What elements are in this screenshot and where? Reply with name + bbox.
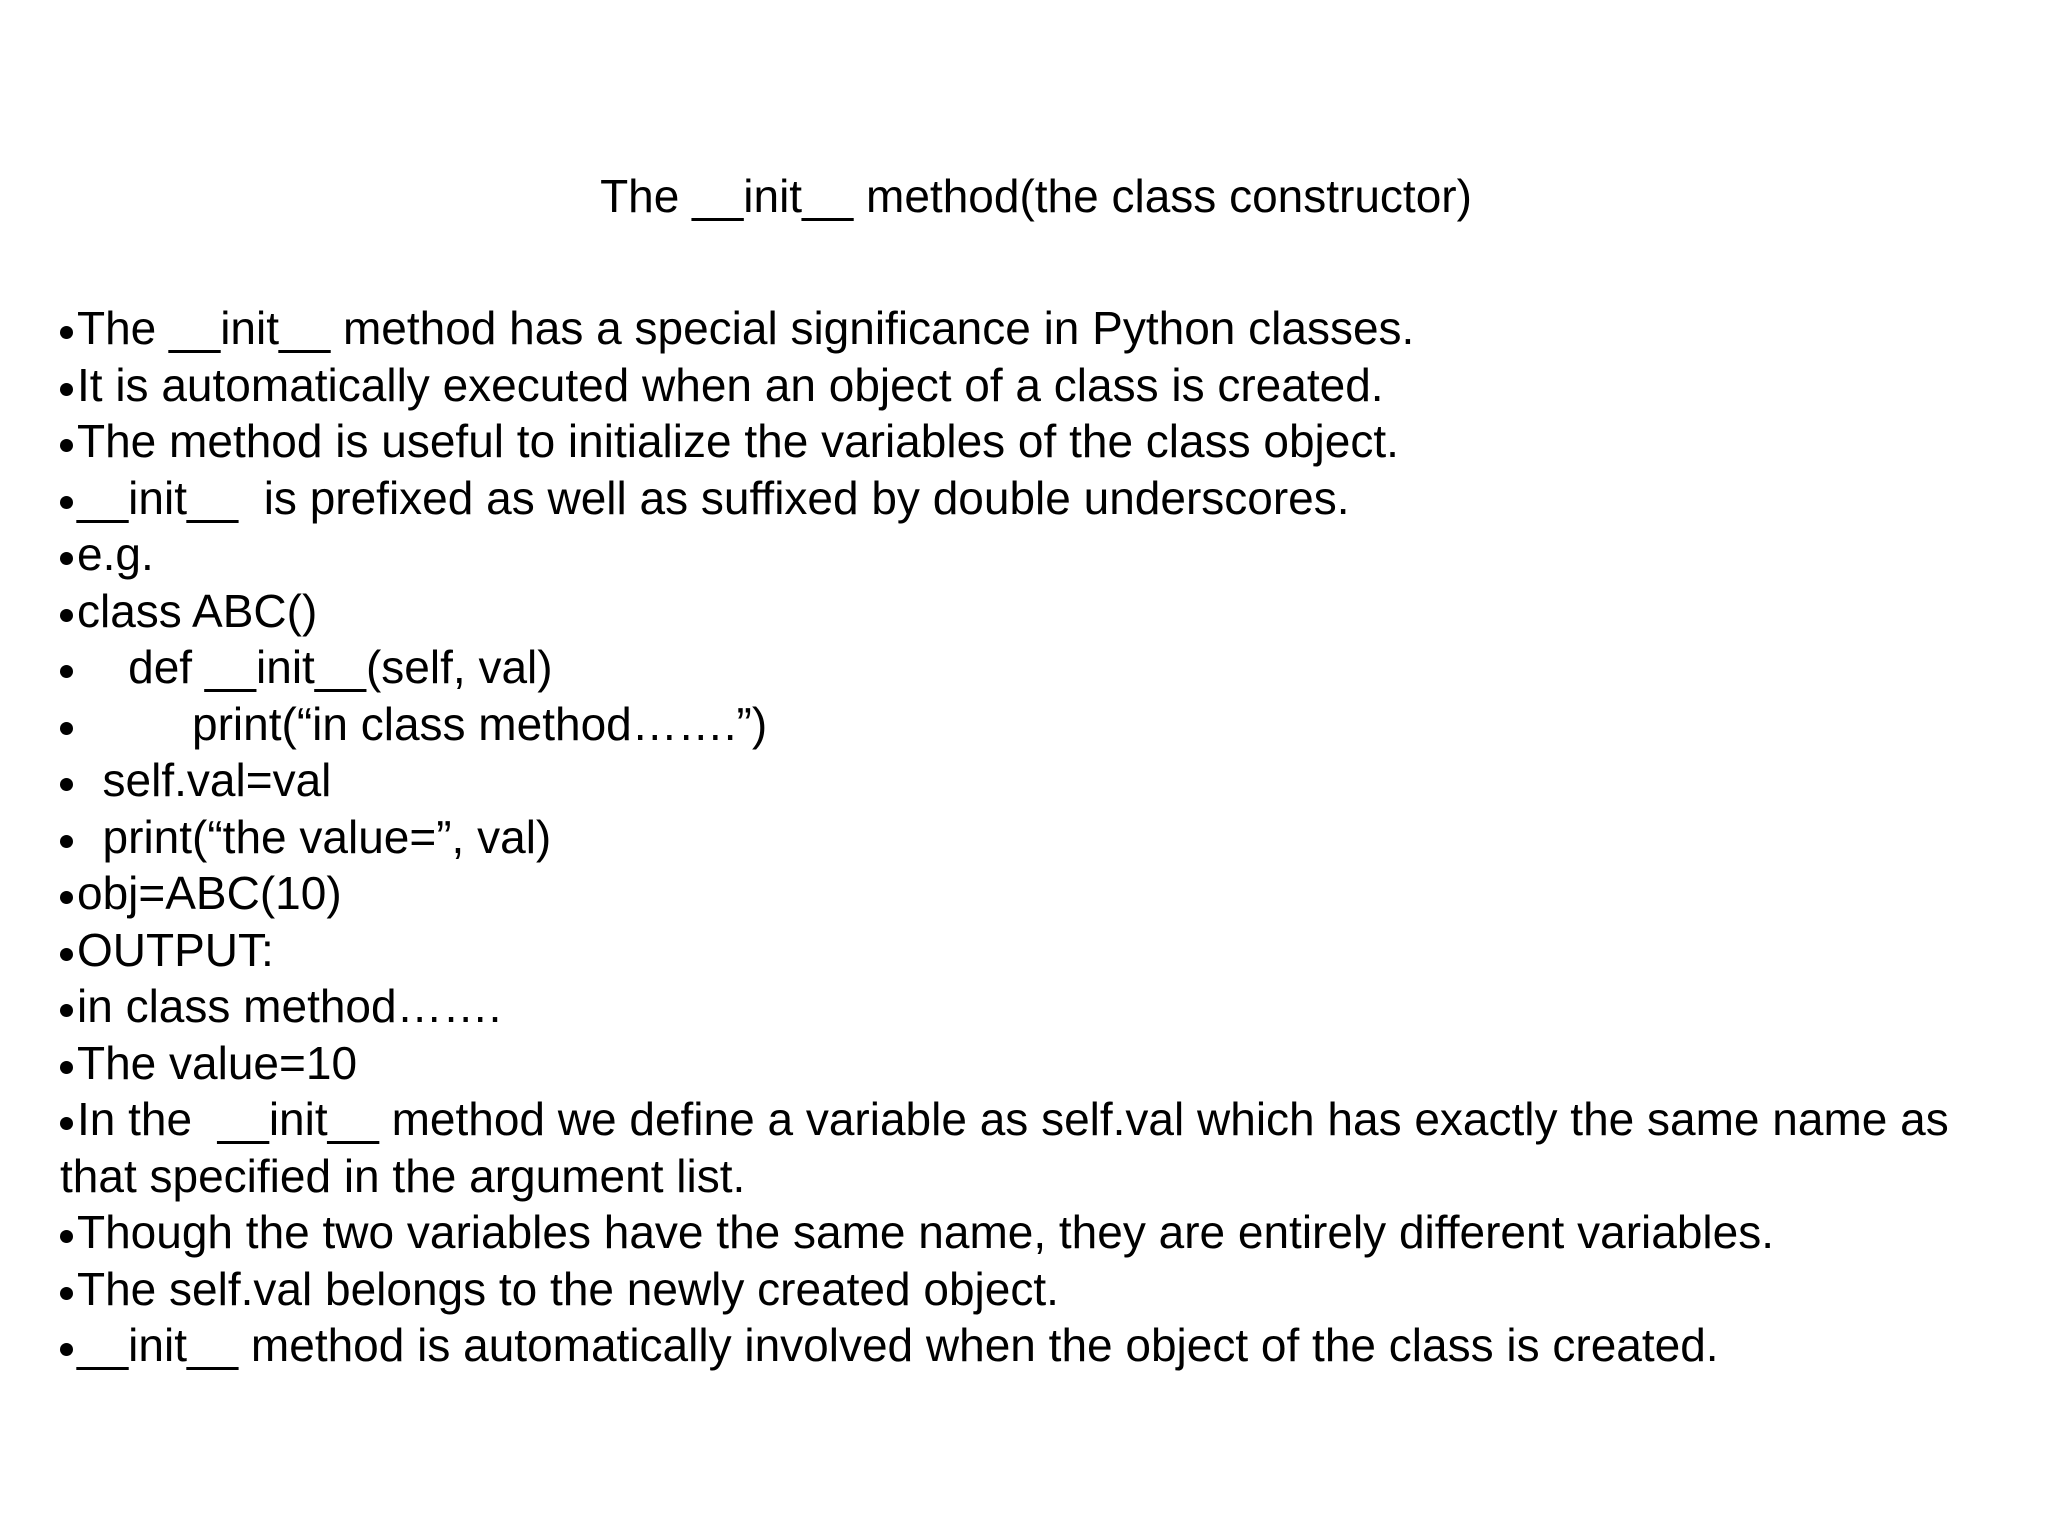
bullet-item <box>60 413 2005 470</box>
bullet-dot-icon <box>60 439 73 452</box>
output-line <box>60 1035 2005 1092</box>
bullet-item <box>60 1317 2005 1374</box>
code-line <box>60 696 2005 753</box>
bullet-text: print(“in class method…….”) <box>77 697 768 750</box>
bullet-text: self.val=val <box>77 754 332 806</box>
bullet-text: Though the two variables have the same name, they are entirely different variables. <box>77 1206 1774 1258</box>
bullet-item <box>60 1091 2005 1204</box>
bullet-item <box>60 1204 2005 1261</box>
bullet-dot-icon <box>60 722 73 735</box>
bullet-item <box>60 922 2005 979</box>
bullet-text: __init__ is prefixed as well as suffixed by double underscores. <box>77 471 1350 524</box>
bullet-text: e.g. <box>77 528 154 580</box>
code-line <box>60 639 2005 696</box>
bullet-text: The self.val belongs to the newly created object. <box>77 1262 1059 1315</box>
bullet-item <box>60 526 2005 583</box>
bullet-text: class ABC() <box>77 584 318 637</box>
bullet-text: print(“the value=”, val) <box>77 810 552 863</box>
bullet-text: In the __init__ method we define a variable as self.val which has exactly the same name as that specified in the argument list. <box>60 1093 1962 1202</box>
code-line <box>60 865 2005 922</box>
bullet-text: OUTPUT: <box>77 923 274 976</box>
bullet-item <box>60 357 2005 414</box>
output-line <box>60 978 2005 1035</box>
bullet-dot-icon <box>60 948 73 961</box>
bullet-dot-icon <box>60 1061 73 1074</box>
bullet-dot-icon <box>60 1343 73 1356</box>
bullet-dot-icon <box>60 1117 73 1130</box>
code-line <box>60 809 2005 866</box>
bullet-text: __init__ method is automatically involved when the object of the class is created. <box>77 1319 1719 1371</box>
bullet-text: The method is useful to initialize the variables of the class object. <box>77 415 1399 467</box>
bullet-item <box>60 1261 2005 1318</box>
bullet-dot-icon <box>60 835 73 848</box>
bullet-text: in class method……. <box>77 980 502 1032</box>
bullet-dot-icon <box>60 891 73 904</box>
bullet-dot-icon <box>60 778 73 791</box>
bullet-dot-icon <box>60 552 73 565</box>
bullet-dot-icon <box>60 1287 73 1300</box>
bullet-item <box>60 470 2005 527</box>
bullet-dot-icon <box>60 609 73 622</box>
bullet-text: The __init__ method has a special significance in Python classes. <box>77 302 1415 354</box>
bullet-dot-icon <box>60 1004 73 1017</box>
bullet-list <box>60 300 2005 1374</box>
bullet-text: obj=ABC(10) <box>77 867 342 919</box>
bullet-text: def __init__(self, val) <box>77 641 553 693</box>
bullet-dot-icon <box>60 326 73 339</box>
bullet-dot-icon <box>60 496 73 509</box>
bullet-dot-icon <box>60 1230 73 1243</box>
bullet-dot-icon <box>60 383 73 396</box>
bullet-text: The value=10 <box>77 1036 358 1089</box>
bullet-text: It is automatically executed when an object of a class is created. <box>77 358 1384 411</box>
code-line <box>60 583 2005 640</box>
code-line <box>60 752 2005 809</box>
slide-title: The __init__ method(the class constructor) <box>600 170 1472 222</box>
bullet-dot-icon <box>60 665 73 678</box>
bullet-item <box>60 300 2005 357</box>
